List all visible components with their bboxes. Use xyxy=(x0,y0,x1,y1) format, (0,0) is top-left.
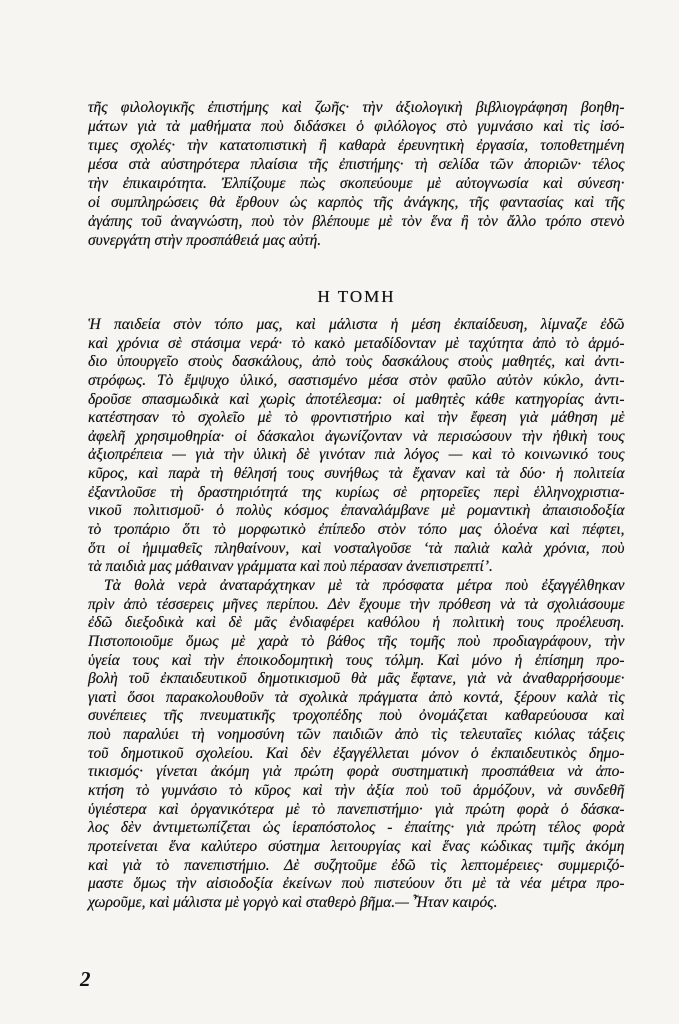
text-line xyxy=(88,801,625,820)
text-line-content: λος δὲν ἀντιμετωπίζεται ὡς ἱεραπόστολος - ἐπαίτης· γιὰ πρώτη τέλος φορὰ xyxy=(88,819,625,837)
text-line-content: χωροῦμε, καὶ μάλιστα μὲ γοργὸ καὶ σταθερὸ βῆμα.— Ἦταν καιρός. xyxy=(88,893,498,911)
page-number: 2 xyxy=(80,967,91,991)
text-line-content: τὰ παιδιὰ μας μάθαιναν γράμματα καὶ ποὺ πέρασαν ἀνεπιστρεπτί’. xyxy=(88,558,493,576)
text-line-content: βολὴ τοῦ ἐκπαιδευτικοῦ δημοτικισμοῦ θὰ μᾶς ἔφτανε, γιὰ νὰ ἀναθαρρήσουμε· xyxy=(88,670,625,688)
text-line-content: μάτων γιὰ τὰ μαθήματα ποὺ διδάσκει ὁ φιλόλογος στὸ γυμνάσιο καὶ τὶς ἰσό- xyxy=(88,117,625,135)
text-line-content: συνέπειες τῆς πνευματικῆς τροχοπέδης ποὺ ὀνομάζεται καθαρεύουσα καὶ xyxy=(88,707,625,725)
text-line xyxy=(88,745,625,764)
text-line-content: τιμες σχολές· τὴν κατατοπιστικὴ ἢ καθαρὰ ἐρευνητικὴ ἐργασία, τοποθετημένη xyxy=(88,136,625,154)
text-line-content: πρὶν ἀπὸ τέσσερεις μῆνες περίπου. Δὲν ἔχουμε τὴν πρόθεση νὰ τὰ σχολιάσουμε xyxy=(88,595,625,613)
text-line-content: κτήση τὸ γυμνάσιο τὸ κῦρος καὶ τὴν ἀξία ποὺ τοῦ ἁρμόζουν, νὰ συνδεθῆ xyxy=(88,782,625,800)
text-line-content: τῆς φιλολογικῆς ἐπιστήμης καὶ ζωῆς· τὴν ἀξιολογικὴ βιβλιογράφηση βοηθη- xyxy=(88,98,625,116)
section-paragraph xyxy=(88,316,625,577)
text-line xyxy=(88,117,625,136)
text-line xyxy=(88,633,625,652)
text-line-content: Τὰ θολὰ νερὰ ἀναταράχτηκαν μὲ τὰ πρόσφατα μέτρα ποὺ ἐξαγγέλθηκαν xyxy=(104,576,625,594)
text-line xyxy=(88,614,625,633)
text-line-content: ὑγεία τους καὶ τὴν ἐποικοδομητικὴ τους τόλμη. Καὶ μόνο ἡ ἐπίσημη προ- xyxy=(88,651,625,669)
text-line-content: μέσα στὰ αὐστηρότερα πλαίσια τῆς ἐπιστήμης· τὴ σελίδα τῶν ἀποριῶν· τέλος xyxy=(88,155,625,173)
text-line-content: Πιστοποιοῦμε ὅμως μὲ χαρὰ τὸ βάθος τῆς τομῆς ποὺ προδιαγράφουν, τὴν xyxy=(88,632,625,650)
text-line xyxy=(88,763,625,782)
text-line-content: καὶ χρόνια σὲ στάσιμα νερά· τὸ κακὸ μεταδίδονταν μὲ ταχύτητα ἀπὸ τὸ ἁρμό- xyxy=(88,334,625,352)
text-line-content: ἀφελῆ χρησιμοθηρία· οἱ δάσκαλοι ἀγωνίζονταν νὰ περισώσουν τὴν ἠθικὴ τους xyxy=(88,427,625,445)
text-line-content: κατέστησαν τὸ σχολεῖο μὲ τὸ φροντιστήριο καὶ τὴν ἔφεση γιὰ μάθηση μὲ xyxy=(88,409,625,427)
text-line xyxy=(88,819,625,838)
text-line xyxy=(88,484,625,503)
text-line xyxy=(88,670,625,689)
text-line xyxy=(88,136,625,155)
text-line-content: ἐδῶ διεξοδικὰ καὶ δὲ μᾶς ἐνδιαφέρει καθόλου ἡ πολιτικὴ τους προέλευση. xyxy=(88,614,625,632)
text-line xyxy=(88,193,625,212)
text-line xyxy=(88,596,625,615)
text-line xyxy=(88,446,625,465)
text-line-content: μαστε ὅμως τὴν αἰσιοδοξία ἐκείνων ποὺ πιστεύουν ὅτι μὲ τὰ νέα μέτρα προ- xyxy=(88,875,625,893)
text-line-content: γιατὶ ὅσοι παρακολουθοῦν τὰ σχολικὰ πράγματα ἀπὸ κοντά, ξέρουν καλὰ τὶς xyxy=(88,688,625,706)
text-line-content: διο ὑπουργεῖο στοὺς δασκάλους, ἀπὸ τοὺς δασκάλους στοὺς μαθητές, καὶ ἀντι- xyxy=(88,353,625,371)
text-line-content: ἀγάπης τοῦ ἀναγνώστη, ποὺ τὸν βλέπουμε μὲ τὸν ἕνα ἢ τὸν ἄλλο τρόπο στενὸ xyxy=(88,213,625,231)
text-line xyxy=(88,372,625,391)
text-line xyxy=(88,316,625,335)
text-line xyxy=(88,409,625,428)
text-line-content: Ἡ παιδεία στὸν τόπο μας, καὶ μάλιστα ἡ μέση ἐκπαίδευση, λίμναζε ἐδῶ xyxy=(88,316,625,333)
text-line xyxy=(88,502,625,521)
text-line-content: ὅτι οἱ ἡμιμαθεῖς πληθαίνουν, καὶ νοσταλγοῦσε ‘τὰ παλιὰ καλὰ χρόνια, ποὺ xyxy=(88,539,625,557)
text-line-content: καὶ γιὰ τὸ πανεπιστήμιο. Δὲ συζητοῦμε ἐδῶ τὶς λεπτομέρειες· συμμεριζό- xyxy=(88,856,625,874)
text-line xyxy=(88,894,625,913)
text-line-content: κῦρος, καὶ παρὰ τὴ θέλησή τους συνήθως τὰ ἔχαναν καὶ τὰ δύο· ἡ πολιτεία xyxy=(88,465,625,483)
text-line xyxy=(88,838,625,857)
text-line xyxy=(88,652,625,671)
text-line-content: τικισμός· γίνεται ἀκόμη γιὰ πρώτη φορὰ συστηματικὴ προσπάθεια νὰ ἀπο- xyxy=(88,763,625,781)
text-line xyxy=(88,521,625,540)
text-line-content: συνεργάτη στὴν προσπάθειά μας αὐτή. xyxy=(88,232,322,250)
text-line xyxy=(88,335,625,354)
text-line xyxy=(88,155,625,174)
text-line-content: στρόφως. Τὸ ἔμψυχο ὑλικό, σαστισμένο μέσα στὸν φαῦλο αὐτὸν κύκλο, ἀντι- xyxy=(88,371,625,389)
text-line-content: δροῦσε σπασμωδικὰ καὶ χωρὶς ἀποτέλεσμα: οἱ μαθητὲς κάθε κατηγορίας ἀντι- xyxy=(88,390,625,408)
text-line xyxy=(88,782,625,801)
text-line xyxy=(88,689,625,708)
text-line xyxy=(88,174,625,193)
text-line xyxy=(88,875,625,894)
text-line xyxy=(88,231,625,250)
text-line-content: ἐξαντλοῦσε τὴ δραστηριότητά της κυρίως σὲ ρητορεῖες περὶ ἑλληνοχριστια- xyxy=(88,483,625,501)
text-line-content: τὸ τροπάριο ὅτι τὸ μορφωτικὸ ἐπίπεδο στὸν τόπο μας ὁλοένα καὶ πέφτει, xyxy=(88,521,625,539)
text-line xyxy=(88,98,625,117)
text-line xyxy=(88,353,625,372)
text-line xyxy=(104,577,625,596)
text-line-content: ποὺ παραλύει τὴ νοημοσύνη τῶν παιδιῶν ἀπὸ τὶς τελευταῖες κιόλας τάξεις xyxy=(88,726,625,744)
section-body xyxy=(88,316,625,913)
text-line-content: ὑγιέστερα καὶ ὀργανικότερα μὲ τὸ πανεπιστήμιο· γιὰ πρώτη φορὰ ὁ δάσκα- xyxy=(88,800,625,818)
text-line-content: προτείνεται ἕνα καλύτερο σύστημα λειτουργίας καὶ ἕνας κώδικας τιμῆς ἀκόμη xyxy=(88,837,625,855)
section-paragraph xyxy=(88,577,625,913)
text-line xyxy=(88,212,625,231)
text-line-content: τοῦ δημοτικοῦ σχολείου. Καὶ δὲν ἐξαγγέλλεται μόνον ὁ ἐκπαιδευτικὸς δημο- xyxy=(88,744,625,762)
text-line xyxy=(88,540,625,559)
text-line xyxy=(88,857,625,876)
text-line xyxy=(88,558,625,577)
intro-paragraph xyxy=(88,98,625,251)
text-line xyxy=(88,428,625,447)
text-line xyxy=(88,391,625,410)
text-line-content: οἱ συμπληρώσεις θὰ ἔρθουν ὡς καρπὸς τῆς ἀνάγκης, τῆς φαντασίας καὶ τῆς xyxy=(88,193,625,211)
text-line-content: ἀξιοπρέπεια — γιὰ τὴν ὑλικὴ δὲ γινόταν πιὰ λόγος — καὶ τὸ κοινωνικό τους xyxy=(88,446,625,464)
text-line xyxy=(88,465,625,484)
text-line xyxy=(88,707,625,726)
text-line xyxy=(88,726,625,745)
section-heading: Η ΤΟΜΗ xyxy=(317,287,396,306)
text-line-content: νικοῦ πολιτισμοῦ· ὁ πολὺς κόσμος ἐπαναλάμβανε μὲ ρομαντικὴ ἀπαισιοδοξία xyxy=(88,502,625,520)
text-line-content: τὴν ἐπικαιρότητα. Ἐλπίζουμε πὼς σκοπεύουμε μὲ αὐτογνωσία καὶ σύνεση· xyxy=(88,174,625,192)
